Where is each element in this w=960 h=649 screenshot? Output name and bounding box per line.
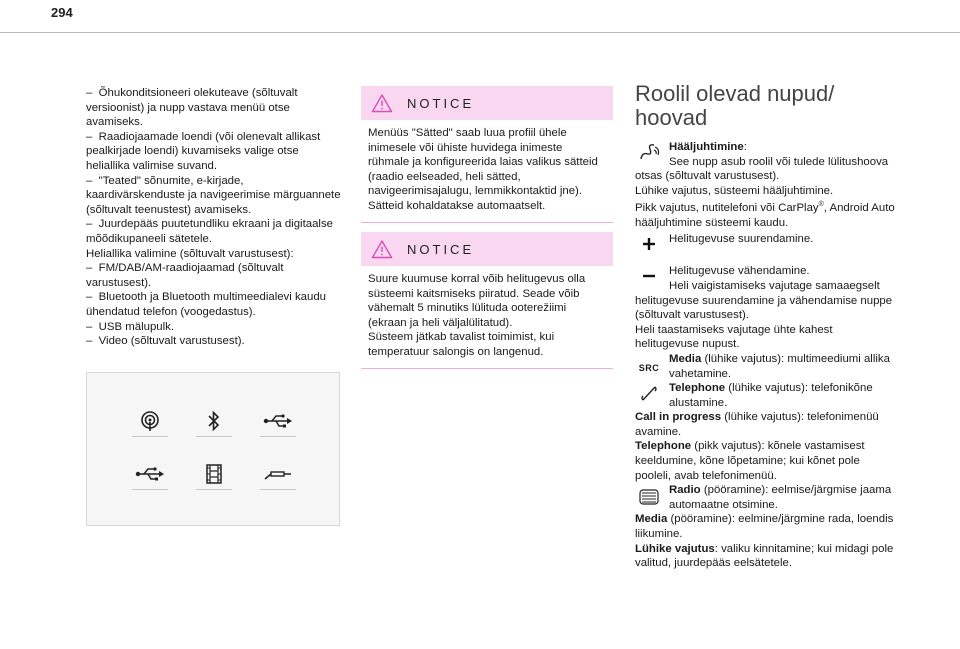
voice-label: Hääljuhtimine bbox=[669, 141, 744, 153]
notice-box-temperature bbox=[361, 232, 613, 369]
notice-text: Menüüs "Sätted" saab luua profiil ühele inimesele või ühiste huvidega inimeste rühmale ja konfigureerida laias valikus sätteid (raadio eelseaded, heli sätted, navigeerimisajalugu, lemmikkontaktid jne). Sätteid kohaldatakse automaatselt. bbox=[361, 120, 613, 223]
media-text: (lühike vajutus): multimeediumi allika vahetamine. bbox=[669, 352, 890, 380]
volume-down-text-2: Heli vaigistamiseks vajutage samaaegselt helitugevuse suurendamine ja vähendamise nuppe (sõltuvalt varustusest). bbox=[635, 279, 893, 322]
radio-label: Radio bbox=[669, 484, 701, 497]
telephone-text: (lühike vajutus): telefonikõne alustamine. bbox=[669, 382, 873, 409]
telephone-long-text: (pikk vajutus): kõnele vastamisest keeldumine, kõne lõpetamine; kui kõnet pole pooleli, avab telefonimenüü. bbox=[635, 440, 865, 482]
volume-up-text: Helitugevuse suurendamine. bbox=[669, 233, 814, 246]
notice-text: Suure kuumuse korral võib helitugevus olla süsteemi kaitsmiseks piiratud. Seade võib vähemalt 5 minutiks lülituda ooterežiimi (ekraan ja heli väljalülitatud). Süsteem jätkab tavalist toimimist, kui temperatuur salongis on langenud. bbox=[361, 266, 613, 369]
usb-icon bbox=[260, 405, 296, 437]
warning-icon bbox=[371, 239, 393, 259]
bullet-video: – Video (sõltuvalt varustusest). bbox=[86, 335, 245, 348]
voice-command-entry bbox=[635, 140, 895, 230]
page-number: 294 bbox=[51, 5, 73, 20]
src-icon: SRC bbox=[638, 362, 660, 373]
registered-mark: ® bbox=[818, 201, 824, 209]
radio-icon bbox=[132, 405, 168, 437]
thumbwheel-icon bbox=[635, 487, 663, 507]
bullet-radio: – FM/DAB/AM-raadiojaamad (sõltuvalt varustusest). bbox=[86, 262, 287, 289]
media-wheel-label: Media bbox=[635, 513, 668, 526]
volume-up-entry bbox=[635, 232, 895, 262]
left-column bbox=[86, 86, 342, 349]
voice-text-3b: , Android Auto hääljuhtimine süsteemi kaudu. bbox=[635, 202, 895, 229]
bullet-settings: – Juurdepääs puutetundliku ekraani ja digitaalse mõõdikupaneeli sätetele. bbox=[86, 218, 337, 245]
notice-header bbox=[361, 232, 613, 266]
section-heading: Roolil olevad nupud/ hoovad bbox=[635, 81, 835, 130]
right-column bbox=[635, 82, 895, 571]
notice-title: NOTICE bbox=[407, 95, 475, 111]
short-press-text: : valiku kinnitamine; kui midagi pole valitud, juurdepääs eelsätetele. bbox=[635, 542, 894, 570]
bullet-bluetooth: – Bluetooth ja Bluetooth multimeedialevi kaudu ühendatud telefon (voogedastus). bbox=[86, 291, 330, 318]
video-icon bbox=[196, 458, 232, 490]
telephone-entry bbox=[635, 381, 895, 483]
plus-icon bbox=[635, 234, 663, 254]
voice-command-icon bbox=[635, 142, 663, 162]
bullet-station-list: – Raadiojaamade loendi (või olenevalt allikast pealkirjade loendi) kuvamiseks valige otse heliallika valimise suvand. bbox=[86, 130, 324, 172]
media-wheel-text: (pööramine): eelmine/järgmine rada, loendis liikumine. bbox=[635, 513, 894, 541]
short-press-label: Lühike vajutus bbox=[635, 542, 715, 555]
voice-colon: : bbox=[743, 141, 747, 153]
bullet-messages: – "Teated" sõnumite, e-kirjade, kaardivärskenduste ja navigeerimise märguannete (sõltuvalt teenustest) avamiseks. bbox=[86, 174, 344, 216]
source-heading: Heliallika valimine (sõltuvalt varustusest): bbox=[86, 247, 294, 260]
notice-box-settings bbox=[361, 86, 613, 223]
aux-cable-icon bbox=[260, 458, 296, 490]
source-entry bbox=[635, 352, 895, 381]
volume-down-text-3: Heli taastamiseks vajutage ühte kahest helitugevuse nupust. bbox=[635, 323, 833, 351]
radio-text: (pööramine): eelmise/järgmise jaama automaatne otsimine. bbox=[669, 484, 892, 511]
notice-header bbox=[361, 86, 613, 120]
volume-down-entry bbox=[635, 264, 895, 352]
voice-text-3a: Pikk vajutus, nutitelefoni või CarPlay bbox=[635, 202, 819, 215]
call-in-progress-label: Call in progress bbox=[635, 411, 722, 424]
phone-icon bbox=[635, 383, 663, 403]
warning-icon bbox=[371, 93, 393, 113]
voice-text-1: See nupp asub roolil või tulede lülitushoova otsas (sõltuvalt varustusest). bbox=[635, 155, 889, 183]
source-icons-image bbox=[86, 372, 340, 526]
call-in-progress-text: (lühike vajutus): telefonimenüü avamine. bbox=[635, 411, 879, 438]
bullet-climate: – Õhukonditsioneeri olekuteave (sõltuvalt versioonist) ja nupp vastava menüü otse avamiseks. bbox=[86, 87, 301, 129]
thumbwheel-entry bbox=[635, 483, 895, 571]
telephone-label: Telephone bbox=[669, 382, 726, 395]
usb-icon bbox=[132, 458, 168, 490]
top-divider bbox=[0, 32, 960, 33]
volume-down-text-1: Helitugevuse vähendamine. bbox=[669, 265, 810, 278]
bullet-usb: – USB mälupulk. bbox=[86, 320, 174, 333]
voice-text-2: Lühike vajutus, süsteemi hääljuhtimine. bbox=[635, 184, 834, 197]
minus-icon bbox=[635, 266, 663, 286]
notice-title: NOTICE bbox=[407, 241, 475, 257]
bluetooth-icon bbox=[196, 405, 232, 437]
telephone-long-label: Telephone bbox=[635, 440, 692, 453]
media-label: Media bbox=[669, 352, 702, 365]
